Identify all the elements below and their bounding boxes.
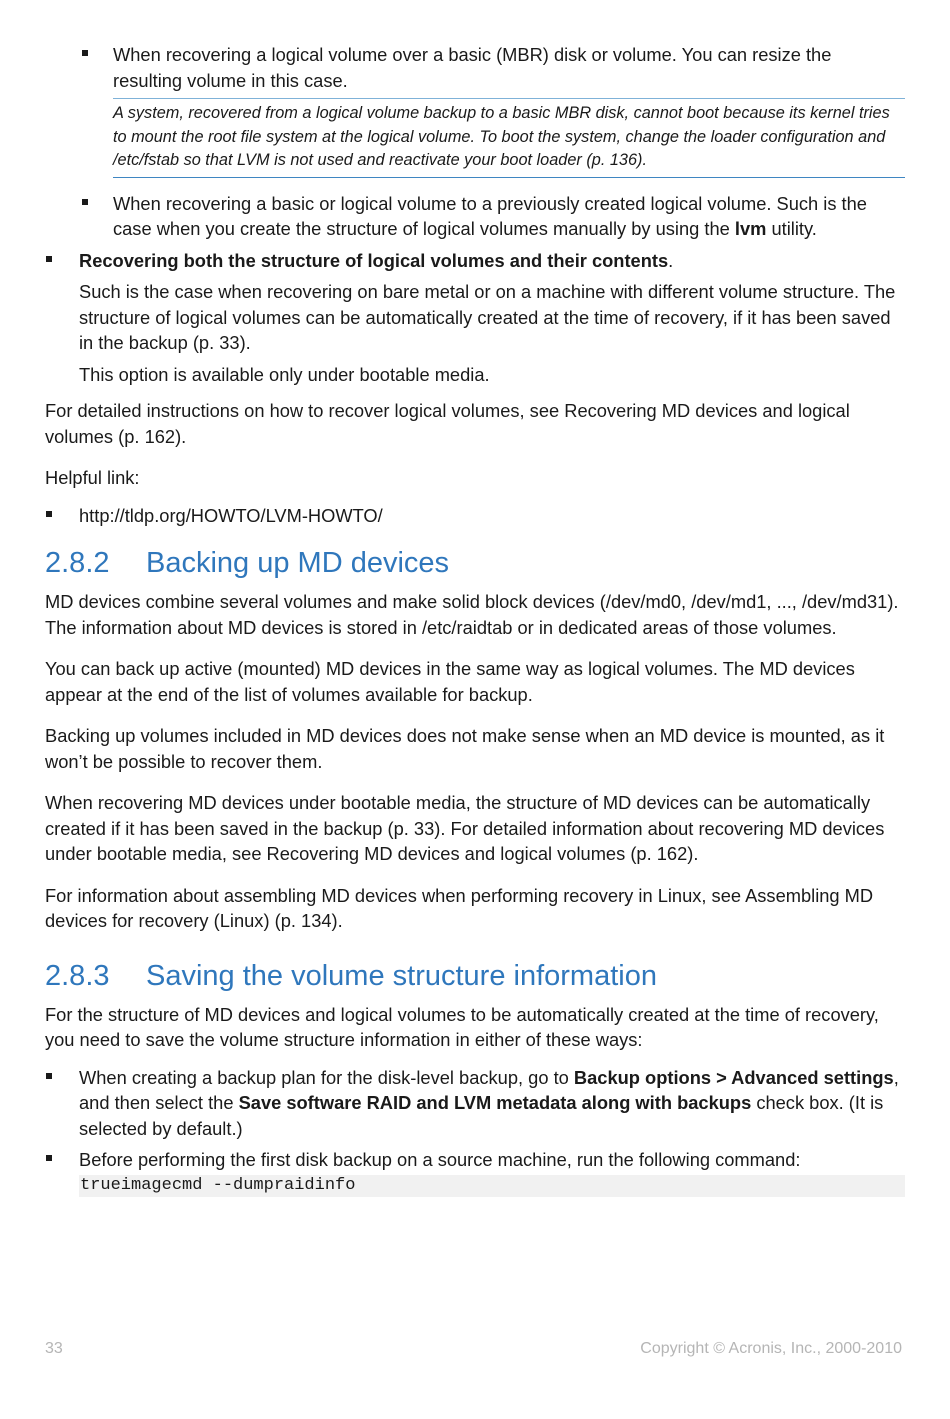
- list-item: [45, 1065, 905, 1142]
- backup-options-path: Backup options > Advanced settings: [573, 1066, 894, 1088]
- helpful-link[interactable]: http://tldp.org/HOWTO/LVM-HOWTO/: [79, 504, 383, 526]
- b1-text-c: check box. (It is selected by default.): [79, 1092, 884, 1139]
- md-para-2: You can back up active (mounted) MD devices in the same way as logical volumes. The MD devices appear at the end of the list of volumes available for backup.: [45, 658, 855, 705]
- list-item: [45, 248, 905, 274]
- bullet-marker: [82, 199, 88, 205]
- helpful-label: Helpful link:: [45, 467, 140, 488]
- both-text-b: .: [668, 249, 674, 271]
- list-item: [45, 42, 905, 93]
- section-number: 2.8.2: [45, 547, 110, 579]
- section-title: Saving the volume structure information: [146, 959, 657, 992]
- md-para-1: MD devices combine several volumes and make solid block devices (/dev/md0, /dev/md1, ..., /dev/md31). The information about MD devices is stored in /etc/raidtab or in dedicated areas of those volumes.: [45, 591, 899, 638]
- bullet-marker: [46, 256, 52, 262]
- bullet-marker: [46, 1155, 52, 1161]
- section-title: Backing up MD devices: [146, 547, 450, 579]
- md-para-4: When recovering MD devices under bootable media, the structure of MD devices can be automatically created if it has been saved in the backup (p. 33). For detailed information about recovering MD devices under bootable media, see Recovering MD devices and logical volumes (p. 162).: [45, 792, 885, 864]
- list-item: [45, 1147, 905, 1173]
- bullet-mbr-text: When recovering a logical volume over a basic (MBR) disk or volume. You can resize the resulting volume in this case.: [113, 44, 832, 91]
- structure-intro: For the structure of MD devices and logical volumes to be automatically created at the time of recovery, you need to save the volume structure information in either of these ways:: [45, 1003, 879, 1050]
- both-para-2: This option is available only under bootable media.: [79, 363, 490, 385]
- bullet-lvm-text: [113, 191, 905, 242]
- note-text: A system, recovered from a logical volume backup to a basic MBR disk, cannot boot because its kernel tries to mount the root file system at the logical volume. To boot the system, change the loader configuration and /etc/fstab so that LVM is not used and reactivate your boot loader (p. 136).: [113, 104, 890, 169]
- page-footer: [45, 1340, 902, 1362]
- section-number: 2.8.3: [45, 959, 110, 992]
- copyright-notice: Copyright © Acronis, Inc., 2000-2010: [640, 1340, 902, 1357]
- bullet-both-text: [79, 248, 905, 274]
- md-para-3: Backing up volumes included in MD devices does not make sense when an MD device is mounted, as it won’t be possible to recover them.: [45, 725, 885, 772]
- structure-bullet-2: Before performing the first disk backup on a source machine, run the following command:: [79, 1149, 801, 1170]
- document-page: [45, 42, 905, 1197]
- save-metadata-option: Save software RAID and LVM metadata along with backups: [238, 1092, 752, 1113]
- both-para-1: Such is the case when recovering on bare metal or on a machine with different volume structure. The structure of logical volumes can be automatically created at the time of recovery, if it has been saved in the backup (p. 33).: [79, 281, 896, 353]
- bullet-marker: [82, 50, 88, 56]
- b1-text-b: , and then select the: [79, 1066, 899, 1113]
- bullet-lvm-text-b: utility.: [766, 218, 817, 239]
- bullet-marker: [46, 511, 52, 517]
- both-bold: Recovering both the structure of logical volumes and their contents: [79, 249, 669, 271]
- list-item: [45, 503, 905, 529]
- note-box: [113, 98, 905, 178]
- section-heading-2-8-2: [45, 545, 905, 581]
- bullet-marker: [46, 1073, 52, 1079]
- detail-para: For detailed instructions on how to recover logical volumes, see Recovering MD devices and logical volumes (p. 162).: [45, 400, 850, 447]
- page-number: 33: [45, 1340, 63, 1357]
- md-para-5: For information about assembling MD devices when performing recovery in Linux, see Assembling MD devices for recovery (Linux) (p. 134).: [45, 884, 874, 931]
- lvm-bold: lvm: [734, 218, 767, 239]
- bullet-lvm-text-a: When recovering a basic or logical volume to a previously created logical volume. Such is the case when you create the structure of logical volumes manually by using the: [113, 192, 867, 239]
- list-item: [45, 191, 905, 242]
- structure-bullet-1: [79, 1065, 905, 1142]
- section-heading-2-8-3: [45, 958, 905, 994]
- b1-text-a: When creating a backup plan for the disk-level backup, go to: [79, 1066, 574, 1088]
- command-code-block: trueimagecmd --dumpraidinfo: [79, 1175, 905, 1197]
